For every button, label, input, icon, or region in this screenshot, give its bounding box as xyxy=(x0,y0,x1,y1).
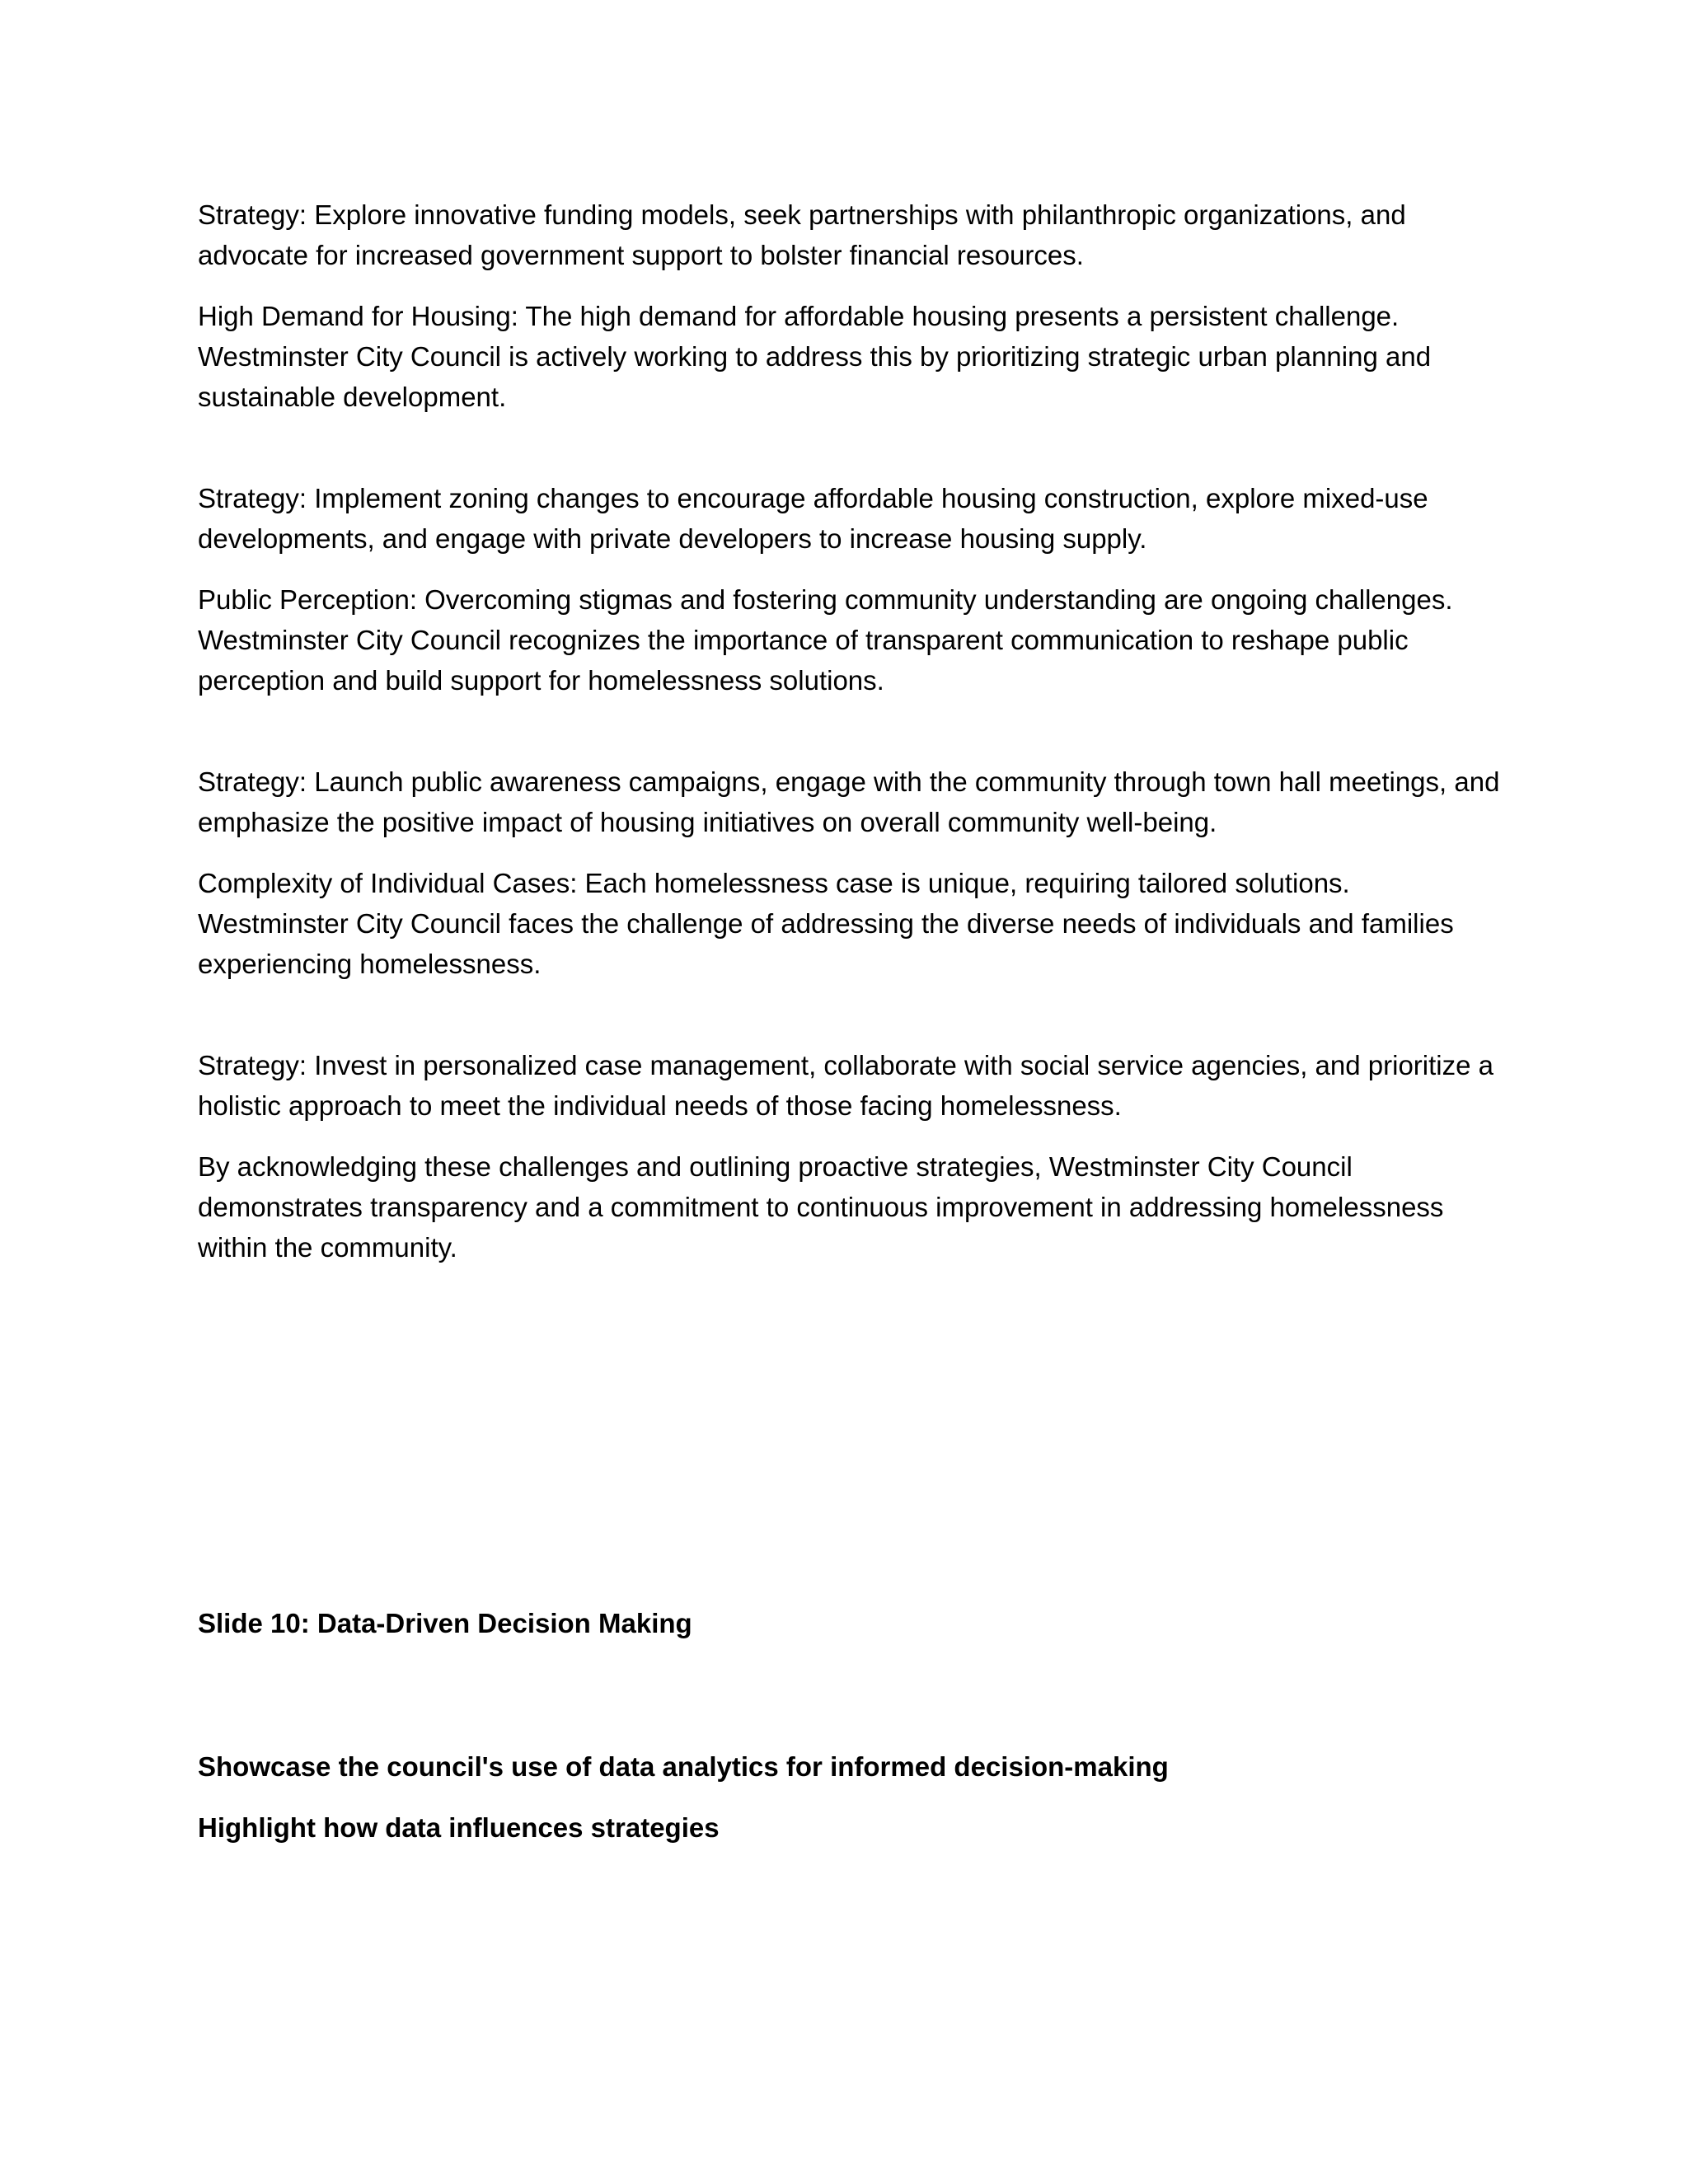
spacer xyxy=(198,438,1500,478)
spacer xyxy=(198,1005,1500,1045)
paragraph-strategy-case-management: Strategy: Invest in personalized case management, collaborate with social service agencies, and prioritize a holistic approach to meet the individual needs of those facing homelessness. xyxy=(198,1050,1493,1121)
paragraph-public-perception: Public Perception: Overcoming stigmas and fostering community understanding are ongoing challenges. Westminster City Council recognizes the importance of transparent communication to reshape public perception and build support for homelessness solutions. xyxy=(198,584,1453,696)
spacer xyxy=(198,721,1500,762)
slide-point-highlight: Highlight how data influences strategies xyxy=(198,1812,720,1843)
paragraph-high-demand-housing: High Demand for Housing: The high demand for affordable housing presents a persistent challenge. Westminster City Council is actively working to address this by prioritizing strategic urban planning and sustainable development. xyxy=(198,301,1432,412)
paragraph-conclusion: By acknowledging these challenges and outlining proactive strategies, Westminster City Council demonstrates transparency and a commitment to continuous improvement in addressing homelessness within the community. xyxy=(198,1151,1444,1263)
spacer xyxy=(198,1288,1500,1603)
slide-point-showcase: Showcase the council's use of data analytics for informed decision-making xyxy=(198,1751,1169,1782)
slide-heading: Slide 10: Data-Driven Decision Making xyxy=(198,1608,692,1638)
paragraph-complexity-cases: Complexity of Individual Cases: Each homelessness case is unique, requiring tailored solutions. Westminster City Council faces the challenge of addressing the diverse needs of individuals and families experiencing homelessness. xyxy=(198,868,1454,979)
spacer xyxy=(198,1664,1500,1746)
document-body xyxy=(198,194,1500,1868)
paragraph-strategy-awareness: Strategy: Launch public awareness campaigns, engage with the community through town hall meetings, and emphasize the positive impact of housing initiatives on overall community well-being. xyxy=(198,766,1500,837)
paragraph-strategy-funding: Strategy: Explore innovative funding models, seek partnerships with philanthropic organizations, and advocate for increased government support to bolster financial resources. xyxy=(198,199,1406,270)
paragraph-strategy-zoning: Strategy: Implement zoning changes to encourage affordable housing construction, explore mixed-use developments, and engage with private developers to increase housing supply. xyxy=(198,483,1428,554)
